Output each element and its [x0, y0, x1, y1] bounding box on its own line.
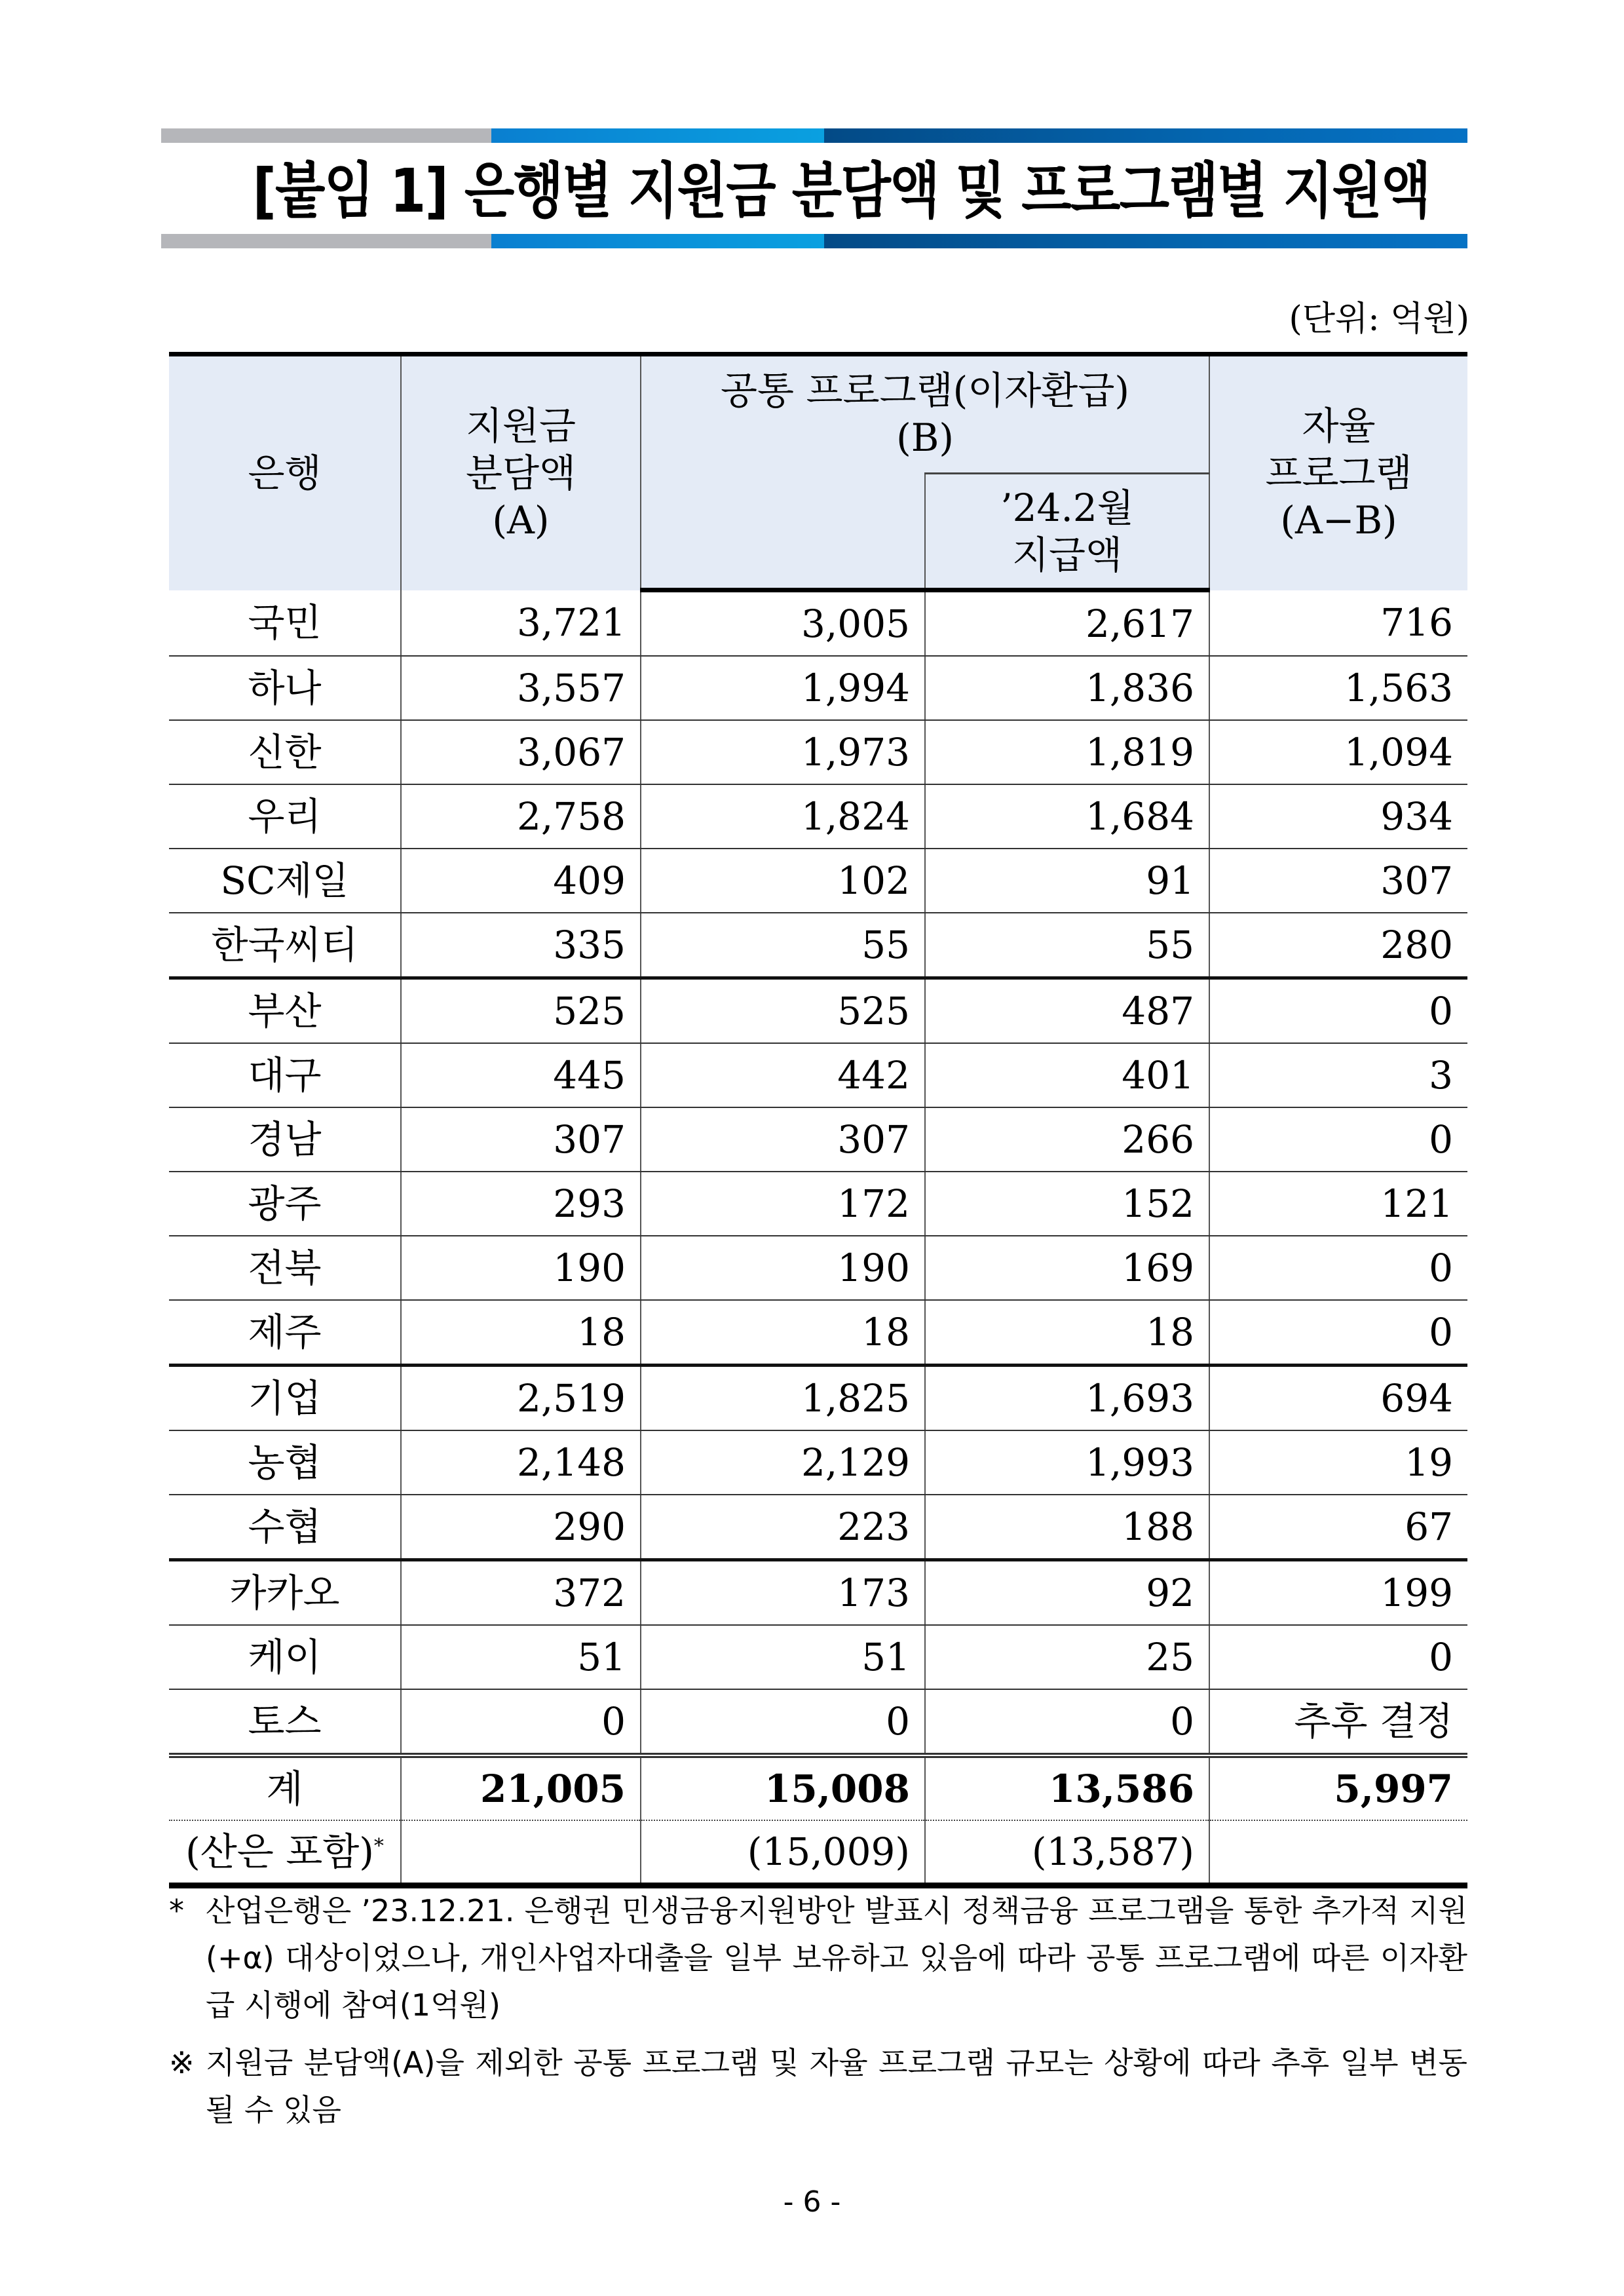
auto-amount: 0: [1209, 1300, 1467, 1366]
common-amount: 307: [641, 1107, 925, 1172]
header-bank: [169, 354, 401, 590]
incl-kdb-label: [169, 1820, 401, 1886]
total-row: [169, 1755, 1467, 1820]
share-amount: 0: [401, 1689, 641, 1755]
common-amount: 173: [641, 1560, 925, 1626]
share-amount: 3,721: [401, 590, 641, 657]
header-feb-line2: 지급액: [1011, 532, 1123, 577]
share-amount: 409: [401, 849, 641, 913]
table-row: [169, 1366, 1467, 1431]
bank-name: 경남: [169, 1107, 401, 1172]
footnote-kdb: [169, 1887, 1467, 2029]
common-amount: 172: [641, 1172, 925, 1236]
header-share-line1: 지원금: [465, 404, 576, 449]
table-row: [169, 978, 1467, 1044]
common-amount: 102: [641, 849, 925, 913]
feb-payment: 18: [925, 1300, 1209, 1366]
feb-payment: 91: [925, 849, 1209, 913]
table-row: [169, 1560, 1467, 1626]
header-common-total-subcell: [641, 474, 925, 590]
incl-kdb-text: (산은 포함): [185, 1829, 374, 1874]
bank-name: 광주: [169, 1172, 401, 1236]
bar-segment-light-blue: [491, 234, 824, 248]
common-amount: 442: [641, 1043, 925, 1107]
title-decoration-bar-top: [161, 128, 1467, 143]
share-amount: 307: [401, 1107, 641, 1172]
table-row: [169, 1107, 1467, 1172]
bank-name: SC제일: [169, 849, 401, 913]
bank-name: 부산: [169, 978, 401, 1044]
feb-payment: 25: [925, 1625, 1209, 1689]
page-title: [붙임 1] 은행별 지원금 분담액 및 프로그램별 지원액: [252, 156, 1430, 226]
bar-segment-dark-blue: [824, 234, 1467, 248]
header-share-line3: (A): [492, 498, 550, 543]
bank-name: 신한: [169, 720, 401, 784]
incl-kdb-share: [401, 1820, 641, 1886]
header-feb-payment: [925, 474, 1209, 590]
reference-mark: ※: [169, 2045, 195, 2080]
auto-amount: 307: [1209, 849, 1467, 913]
bank-name: 토스: [169, 1689, 401, 1755]
incl-kdb-auto: [1209, 1820, 1467, 1886]
feb-payment: 169: [925, 1236, 1209, 1300]
feb-payment: 0: [925, 1689, 1209, 1755]
common-amount: 2,129: [641, 1430, 925, 1495]
table-row: [169, 784, 1467, 849]
common-amount: 223: [641, 1495, 925, 1560]
auto-amount: 0: [1209, 1236, 1467, 1300]
footnotes: [169, 1887, 1467, 2133]
header-common-line1: 공통 프로그램(이자환급): [721, 368, 1129, 413]
auto-amount: 121: [1209, 1172, 1467, 1236]
bank-name: 한국씨티: [169, 913, 401, 978]
page-number: - 6 -: [783, 2185, 841, 2219]
feb-payment: 92: [925, 1560, 1209, 1626]
bank-name: 제주: [169, 1300, 401, 1366]
share-amount: 51: [401, 1625, 641, 1689]
feb-payment: 1,693: [925, 1366, 1209, 1431]
bank-name: 하나: [169, 656, 401, 720]
table-row: [169, 656, 1467, 720]
share-amount: 2,758: [401, 784, 641, 849]
common-amount: 1,825: [641, 1366, 925, 1431]
header-common-program: [641, 354, 1209, 474]
common-amount: 18: [641, 1300, 925, 1366]
bank-name: 수협: [169, 1495, 401, 1560]
header-auto-line2: 프로그램: [1265, 451, 1412, 496]
share-amount: 18: [401, 1300, 641, 1366]
table-row: [169, 1236, 1467, 1300]
common-amount: 0: [641, 1689, 925, 1755]
share-amount: 3,557: [401, 656, 641, 720]
auto-amount: 67: [1209, 1495, 1467, 1560]
total-label: 계: [169, 1755, 401, 1820]
auto-amount: 1,563: [1209, 656, 1467, 720]
common-amount: 3,005: [641, 590, 925, 657]
auto-amount: 0: [1209, 1625, 1467, 1689]
title-decoration-bar-bottom: [161, 234, 1467, 248]
header-share-line2: 분담액: [465, 451, 576, 496]
footnote-variation-text: 지원금 분담액(A)을 제외한 공통 프로그램 및 자율 프로그램 규모는 상황에 따라 추후 일부 변동될 수 있음: [206, 2045, 1467, 2128]
header-common-line2: (B): [896, 415, 954, 460]
auto-amount: 694: [1209, 1366, 1467, 1431]
table-row: [169, 1300, 1467, 1366]
share-amount: 2,519: [401, 1366, 641, 1431]
share-amount: 372: [401, 1560, 641, 1626]
table-row: [169, 720, 1467, 784]
bank-support-table: [169, 352, 1467, 1888]
auto-amount: 3: [1209, 1043, 1467, 1107]
total-common: 15,008: [641, 1755, 925, 1820]
table-row: [169, 1043, 1467, 1107]
auto-amount: 0: [1209, 978, 1467, 1044]
share-amount: 3,067: [401, 720, 641, 784]
bar-segment-light-blue: [491, 128, 824, 143]
bank-name: 기업: [169, 1366, 401, 1431]
feb-payment: 1,819: [925, 720, 1209, 784]
header-autonomous-program: [1209, 354, 1467, 590]
feb-payment: 1,993: [925, 1430, 1209, 1495]
auto-amount: 716: [1209, 590, 1467, 657]
footnote-kdb-text: 산업은행은 ’23.12.21. 은행권 민생금융지원방안 발표시 정책금융 프로그램을 통한 추가적 지원(+α) 대상이었으나, 개인사업자대출을 일부 보유하고 있음에 따라 공통 프로그램에 따른 이자환급 시행에 참여(1억원): [206, 1893, 1467, 2023]
common-amount: 190: [641, 1236, 925, 1300]
table-row: [169, 1689, 1467, 1755]
total-auto: 5,997: [1209, 1755, 1467, 1820]
header-auto-line1: 자율: [1302, 404, 1376, 449]
feb-payment: 1,684: [925, 784, 1209, 849]
feb-payment: 266: [925, 1107, 1209, 1172]
common-amount: 1,824: [641, 784, 925, 849]
feb-payment: 55: [925, 913, 1209, 978]
share-amount: 525: [401, 978, 641, 1044]
feb-payment: 188: [925, 1495, 1209, 1560]
common-amount: 1,994: [641, 656, 925, 720]
table-row: [169, 1172, 1467, 1236]
auto-amount: 280: [1209, 913, 1467, 978]
bank-name: 카카오: [169, 1560, 401, 1626]
footnote-variation: [169, 2039, 1467, 2133]
common-amount: 55: [641, 913, 925, 978]
bank-name: 농협: [169, 1430, 401, 1495]
table-row: [169, 1495, 1467, 1560]
share-amount: 290: [401, 1495, 641, 1560]
total-feb: 13,586: [925, 1755, 1209, 1820]
bank-name: 우리: [169, 784, 401, 849]
header-feb-line1: ’24.2월: [1000, 485, 1134, 530]
auto-amount: 1,094: [1209, 720, 1467, 784]
header-share: [401, 354, 641, 590]
common-amount: 1,973: [641, 720, 925, 784]
unit-label: (단위: 억원): [1289, 299, 1469, 339]
share-amount: 445: [401, 1043, 641, 1107]
share-amount: 2,148: [401, 1430, 641, 1495]
bar-segment-grey: [161, 234, 491, 248]
bank-name: 전북: [169, 1236, 401, 1300]
table-row: [169, 913, 1467, 978]
table-row: [169, 1625, 1467, 1689]
bank-name: 국민: [169, 590, 401, 657]
bar-segment-grey: [161, 128, 491, 143]
table-row: [169, 1430, 1467, 1495]
share-amount: 335: [401, 913, 641, 978]
feb-payment: 487: [925, 978, 1209, 1044]
bank-name: 케이: [169, 1625, 401, 1689]
common-amount: 525: [641, 978, 925, 1044]
incl-kdb-row: [169, 1820, 1467, 1886]
table-row: [169, 849, 1467, 913]
asterisk-mark: *: [169, 1893, 184, 1928]
footnote-star: *: [373, 1835, 384, 1858]
incl-kdb-common: (15,009): [641, 1820, 925, 1886]
share-amount: 190: [401, 1236, 641, 1300]
auto-amount: 0: [1209, 1107, 1467, 1172]
share-amount: 293: [401, 1172, 641, 1236]
header-bank-label: 은행: [248, 451, 322, 496]
feb-payment: 2,617: [925, 590, 1209, 657]
incl-kdb-feb: (13,587): [925, 1820, 1209, 1886]
auto-amount: 934: [1209, 784, 1467, 849]
feb-payment: 401: [925, 1043, 1209, 1107]
header-auto-line3: (A−B): [1280, 498, 1397, 543]
auto-amount: 19: [1209, 1430, 1467, 1495]
feb-payment: 152: [925, 1172, 1209, 1236]
bank-name: 대구: [169, 1043, 401, 1107]
table-row: [169, 590, 1467, 657]
auto-amount: 추후 결정: [1209, 1689, 1467, 1755]
common-amount: 51: [641, 1625, 925, 1689]
feb-payment: 1,836: [925, 656, 1209, 720]
auto-amount: 199: [1209, 1560, 1467, 1626]
bar-segment-dark-blue: [824, 128, 1467, 143]
total-share: 21,005: [401, 1755, 641, 1820]
